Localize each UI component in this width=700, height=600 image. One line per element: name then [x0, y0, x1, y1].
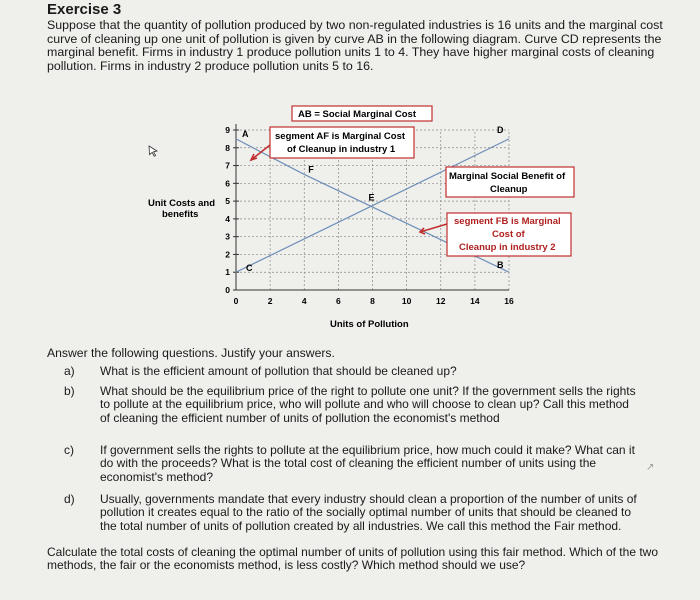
x-tick-label: 8	[370, 296, 375, 306]
question-a-text: What is the efficient amount of pollution that should be cleaned up?	[100, 364, 457, 378]
question-b-label: b)	[64, 384, 75, 398]
x-tick-label: 16	[504, 296, 514, 306]
x-tick-label: 0	[233, 296, 239, 306]
point-label-e: E	[368, 192, 375, 203]
x-tick-label: 6	[336, 296, 341, 306]
question-b: b) What should be the equilibrium price of the right to pollute one unit? If the government sells the rights to pollute at the equilibrium price, who will pollute and who will choose to clean up? Call this method of cleaning the efficient number of units of pollution the economist's method	[64, 384, 636, 425]
box-marginal-cost-industry-1	[270, 127, 414, 158]
svg-text:Cleanup: Cleanup	[490, 184, 528, 195]
question-c-label: c)	[64, 443, 74, 457]
box-social-marginal-cost-text: AB = Social Marginal Cost	[298, 109, 416, 120]
point-label-b: B	[497, 260, 504, 271]
x-tick-label: 14	[470, 296, 480, 306]
svg-text:Cleanup in industry 2: Cleanup in industry 2	[459, 242, 556, 253]
svg-text:Cost of: Cost of	[492, 229, 525, 240]
y-tick-label: 2	[225, 249, 230, 260]
y-tick-label: 5	[225, 196, 230, 207]
y-tick-label: 4	[225, 213, 230, 224]
x-axis-label: Units of Pollution	[330, 319, 409, 330]
svg-text:segment AF is Marginal Cost: segment AF is Marginal Cost	[275, 131, 406, 142]
x-tick-label: 12	[436, 296, 446, 306]
x-tick-labels	[234, 296, 514, 306]
svg-text:of Cleanup in industry 1: of Cleanup in industry 1	[287, 144, 396, 155]
y-tick-label: 9	[225, 125, 230, 135]
point-label-c: C	[246, 263, 253, 274]
x-tick-label: 10	[401, 296, 412, 306]
x-tick-label: 4	[301, 296, 307, 306]
y-tick-label: 1	[225, 267, 230, 278]
question-a-label: a)	[64, 364, 75, 378]
y-axis-label-line2: benefits	[162, 209, 199, 220]
closing-question: Calculate the total costs of cleaning the optimal number of units of pollution using this fair method. Which of the two methods, the fair or the economists method, is less costly? Which method should we use?	[47, 545, 658, 573]
y-axis-label-line1: Unit Costs and	[148, 198, 216, 209]
y-tick-labels	[225, 125, 239, 295]
exercise-title: Exercise 3	[47, 1, 122, 18]
box-marginal-cost-industry-2	[447, 213, 571, 256]
x-tick-label: 2	[267, 296, 273, 306]
point-label-a: A	[242, 128, 249, 139]
y-tick-label: 0	[225, 285, 230, 295]
y-tick-label: 8	[225, 142, 230, 153]
question-a	[64, 365, 684, 381]
y-tick-label: 6	[225, 178, 230, 189]
svg-text:Marginal Social Benefit of: Marginal Social Benefit of	[449, 171, 566, 182]
point-label-d: D	[497, 124, 504, 135]
questions-header: Answer the following questions. Justify your answers.	[47, 346, 335, 360]
question-d-label: d)	[64, 492, 75, 506]
y-tick-label: 3	[225, 231, 230, 242]
small-mark-icon: ↗	[646, 462, 655, 473]
exercise-intro: Suppose that the quantity of pollution produced by two non-regulated industries is 16 units and the marginal cost curve of cleaning up one unit of pollution is given by curve AB in the following diagram. Curve CD represents the marginal benefit. Firms in industry 1 produce pollution units 1 to 4. They have higher marginal costs of cleaning pollution. Firms in industry 2 produce pollution units 5 to 16.	[47, 18, 663, 73]
question-d: d) Usually, governments mandate that every industry should clean a proportion of the number of units of pollution it creates equal to the ratio of the socially optimal number of units that should be cleaned to the total number of units of pollution created by all industries. We call this method the Fair method.	[64, 492, 637, 533]
box-social-marginal-cost	[292, 106, 432, 121]
point-label-f: F	[308, 164, 314, 175]
svg-text:segment FB is Marginal: segment FB is Marginal	[454, 216, 561, 227]
y-tick-label: 7	[225, 160, 230, 171]
box-marginal-social-benefit	[446, 167, 574, 197]
question-c: c) If government sells the rights to pollute at the equilibrium price, how much could it make? What can it do with the proceeds? What is the total cost of cleaning the efficient number of units using the economist's method?	[64, 443, 635, 484]
